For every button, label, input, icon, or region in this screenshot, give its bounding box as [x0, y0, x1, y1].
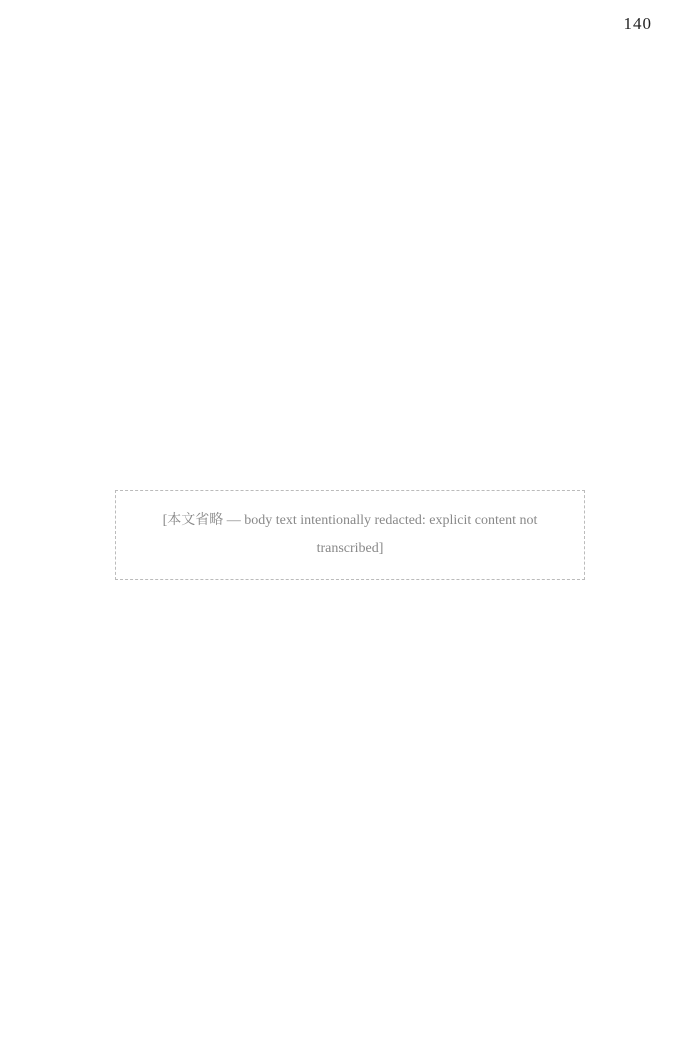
- redacted-content-notice: [本文省略 — body text intentionally redacted: explicit content not transcribed]: [115, 490, 585, 580]
- page-number: 140: [623, 14, 652, 33]
- vertical-text-body: [48, 60, 652, 1010]
